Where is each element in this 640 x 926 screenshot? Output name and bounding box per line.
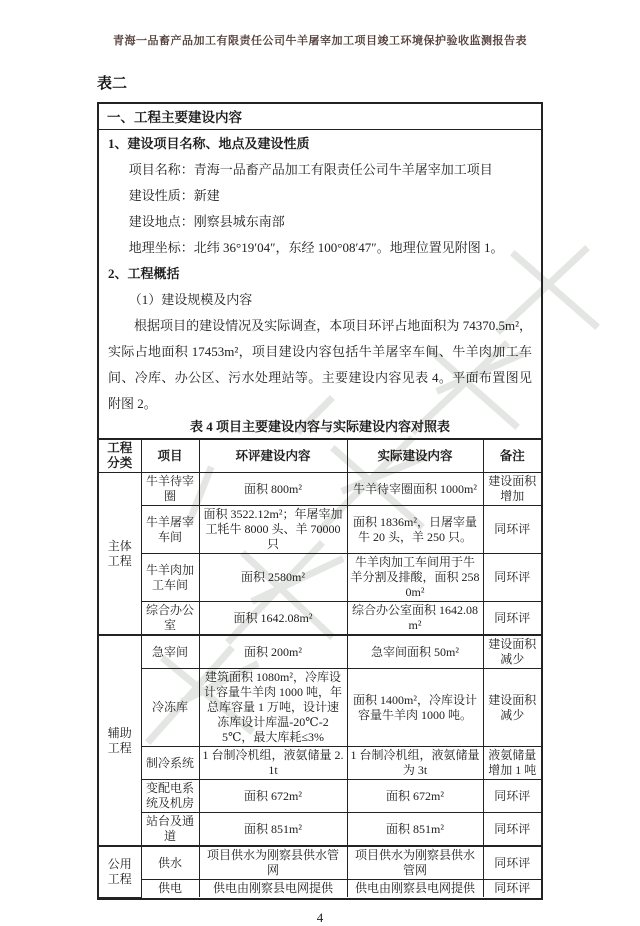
- cell-note: 建设面积减少: [483, 635, 541, 669]
- cell-note: 建设面积增加: [483, 473, 541, 506]
- cell-note: 同环评: [483, 602, 541, 636]
- cell-item: 供水: [141, 846, 199, 880]
- cell-item: 冷冻库: [141, 669, 199, 747]
- subsection2-title: 2、工程概括: [108, 266, 180, 281]
- table-row: [99, 747, 541, 780]
- cell-actual: 急宰间面积 50m²: [347, 635, 483, 669]
- group-cell-main-works: 主体工程: [99, 473, 141, 636]
- cell-eia: 1 台制冷机组，液氨储量 2.1t: [199, 747, 347, 780]
- cell-actual: 牛羊待宰圈面积 1000m²: [347, 473, 483, 506]
- cell-note: 液氨储量增加 1 吨: [483, 747, 541, 780]
- cell-note: 同环评: [483, 846, 541, 880]
- overview-paragraph: 根据项目的建设情况及实际调查，本项目环评占地面积为 74370.5m²，实际占地面积 17453m²，项目建设内容包括牛羊屠宰车间、牛羊肉加工车间、冷库、办公区、污水处理站等。主要建设内容见表 4。平面布置图见附图 2。: [108, 318, 532, 411]
- cell-item: 牛羊待宰圈: [141, 473, 199, 506]
- section-title: 一、工程主要建设内容: [99, 104, 541, 130]
- table-row: [99, 635, 541, 669]
- cell-eia: 供电由刚察县电网提供: [199, 880, 347, 898]
- header-project-category: 工程分类: [99, 439, 141, 473]
- table-row: [99, 880, 541, 898]
- table-row: [99, 813, 541, 847]
- subsection2-sub-title: （1）建设规模及内容: [128, 292, 253, 307]
- cell-item: 供电: [141, 880, 199, 898]
- cell-item: 变配电系统及机房: [141, 780, 199, 813]
- cell-note: 同环评: [483, 880, 541, 898]
- header-remark: 备注: [483, 439, 541, 473]
- cell-item: 站台及通道: [141, 813, 199, 847]
- header-actual-content: 实际建设内容: [347, 439, 483, 473]
- cell-note: 同环评: [483, 813, 541, 847]
- header-eia-content: 环评建设内容: [199, 439, 347, 473]
- table4-header-row: [99, 439, 541, 473]
- cell-item: 急宰间: [141, 635, 199, 669]
- cell-actual: 供电由刚察县电网提供: [347, 880, 483, 898]
- project-name-line: 项目名称：青海一品畜产品加工有限责任公司牛羊屠宰加工项目: [128, 162, 493, 177]
- table4: [99, 438, 541, 898]
- cell-eia: 面积 3522.12m²；年屠宰加工牦牛 8000 头、羊 70000 只: [199, 506, 347, 554]
- cell-eia: 面积 200m²: [199, 635, 347, 669]
- table-two-label: 表二: [97, 76, 128, 92]
- table-row: [99, 669, 541, 747]
- table-row: [99, 473, 541, 506]
- geo-coordinates-line: 地理坐标：北纬 36°19′04″，东经 100°08′47″。地理位置见附图 1。: [128, 240, 504, 255]
- main-content-table: [97, 102, 543, 900]
- table4-caption: 表 4 项目主要建设内容与实际建设内容对照表: [189, 419, 450, 434]
- cell-item: 综合办公室: [141, 602, 199, 636]
- table-row: [99, 602, 541, 636]
- cell-eia: 面积 1642.08m²: [199, 602, 347, 636]
- cell-item: 牛羊屠宰车间: [141, 506, 199, 554]
- cell-note: 同环评: [483, 780, 541, 813]
- cell-note: 同环评: [483, 554, 541, 602]
- cell-eia: 面积 800m²: [199, 473, 347, 506]
- header-item: 项目: [141, 439, 199, 473]
- cell-item: 制冷系统: [141, 747, 199, 780]
- cell-note: 建设面积减少: [483, 669, 541, 747]
- cell-actual: 1 台制冷机组，液氨储量为 3t: [347, 747, 483, 780]
- cell-eia: 建筑面积 1080m²，冷库设计容量牛羊肉 1000 吨，年总库容量 1 万吨，设计速冻库设计库温-20℃-25℃，最大库耗≤3%: [199, 669, 347, 747]
- subsection1-title: 1、建设项目名称、地点及建设性质: [108, 136, 310, 151]
- page-number: 4: [316, 909, 324, 925]
- construction-nature-line: 建设性质：新建: [128, 188, 220, 203]
- cell-note: 同环评: [483, 506, 541, 554]
- section-body: [99, 130, 541, 417]
- construction-site-line: 建设地点：刚察县城东南部: [128, 214, 285, 229]
- cell-eia: 面积 851m²: [199, 813, 347, 847]
- cell-actual: 综合办公室面积 1642.08m²: [347, 602, 483, 636]
- cell-actual: 面积 1400m²，冷库设计容量牛羊肉 1000 吨。: [347, 669, 483, 747]
- cell-actual: 面积 851m²: [347, 813, 483, 847]
- table-row: [99, 554, 541, 602]
- table-row: [99, 780, 541, 813]
- cell-eia: 面积 672m²: [199, 780, 347, 813]
- cell-actual: 面积 672m²: [347, 780, 483, 813]
- cell-item: 牛羊肉加工车间: [141, 554, 199, 602]
- cell-eia: 项目供水为刚察县供水管网: [199, 846, 347, 880]
- group-cell-auxiliary-works: 辅助工程: [99, 635, 141, 846]
- cell-eia: 面积 2580m²: [199, 554, 347, 602]
- table-row: [99, 846, 541, 880]
- cell-actual: 面积 1836m²，日屠宰量牛 20 头，羊 250 只。: [347, 506, 483, 554]
- cell-actual: 牛羊肉加工车间用于牛羊分割及排酸，面积 2580m²: [347, 554, 483, 602]
- document-header: 青海一品畜产品加工有限责任公司牛羊屠宰加工项目竣工环境保护验收监测报告表: [113, 35, 527, 47]
- cell-actual: 项目供水为刚察县供水管网: [347, 846, 483, 880]
- table-row: [99, 506, 541, 554]
- group-cell-public-works: 公用工程: [99, 846, 141, 897]
